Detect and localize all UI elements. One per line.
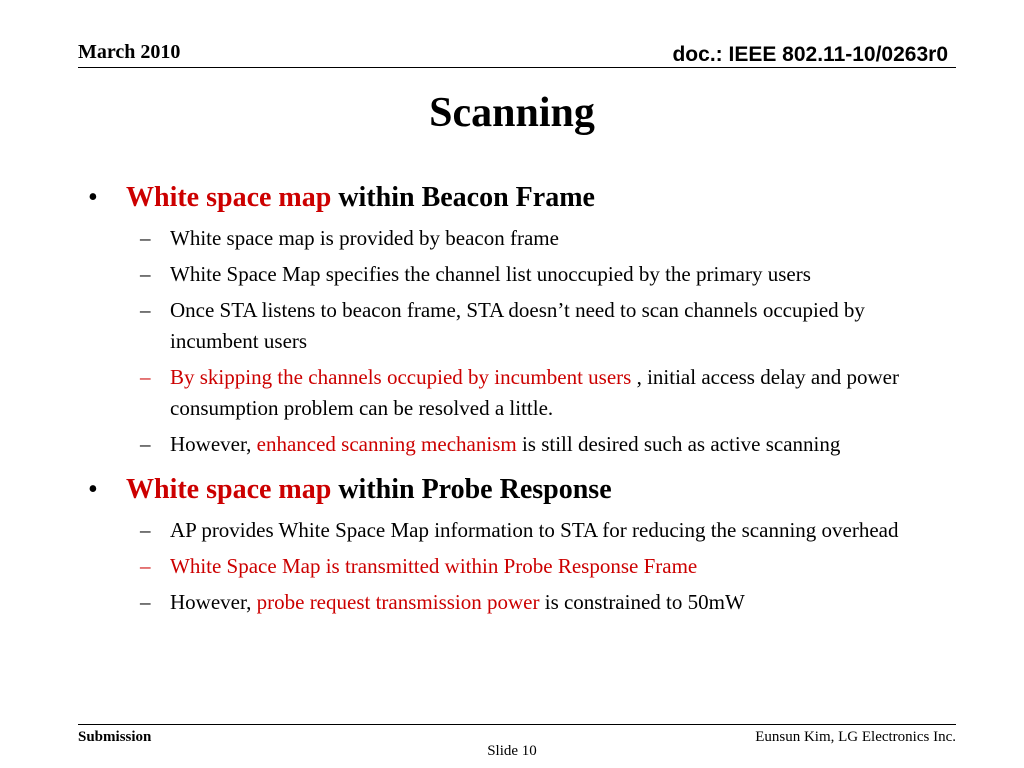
sub-item-red-text: enhanced scanning mechanism: [256, 432, 517, 456]
sub-item: [88, 515, 918, 546]
header-divider: [78, 67, 956, 68]
header-doc-id: doc.: IEEE 802.11-10/0263r0: [672, 43, 948, 66]
slide-title: Scanning: [429, 90, 595, 136]
sub-item: [88, 362, 918, 424]
sub-item: [88, 259, 918, 290]
dash-marker: –: [140, 518, 151, 542]
dash-marker: –: [140, 590, 151, 614]
bullet-red-text: White space map: [126, 182, 332, 213]
sub-item-text: However,: [170, 590, 257, 614]
dash-marker: –: [140, 554, 151, 578]
sub-item-text: is still desired such as active scanning: [516, 432, 841, 456]
bullet-marker: •: [88, 182, 98, 213]
sub-item-text: Once STA listens to beacon frame, STA doesn’t need to scan channels occupied by incumbent users: [170, 298, 865, 353]
bullet-beacon-frame: [88, 178, 918, 218]
sub-item-red-text: By skipping the channels occupied by incumbent users: [170, 365, 632, 389]
dash-marker: –: [140, 226, 151, 250]
bullet-text: within Probe Response: [331, 474, 612, 505]
sub-item-text: White Space Map specifies the channel list unoccupied by the primary users: [170, 262, 811, 286]
footer-divider: [78, 724, 956, 725]
footer-author: Eunsun Kim, LG Electronics Inc.: [755, 729, 956, 745]
sub-item-text: AP provides White Space Map information to STA for reducing the scanning overhead: [170, 518, 899, 542]
slide-body: [88, 178, 918, 618]
slide-number: Slide 10: [487, 743, 537, 759]
sub-item: [88, 429, 918, 460]
dash-marker: –: [140, 298, 151, 322]
bullet-red-text: White space map: [126, 474, 332, 505]
sub-item-text: White space map is provided by beacon frame: [170, 226, 559, 250]
bullet-probe-response: [88, 470, 918, 510]
dash-marker: –: [140, 262, 151, 286]
sub-item-red-text: probe request transmission power: [256, 590, 540, 614]
bullet-marker: •: [88, 474, 98, 505]
sub-item-text: However,: [170, 432, 257, 456]
sub-item: [88, 223, 918, 254]
sub-item-red-text: White Space Map is transmitted within Probe Response Frame: [170, 554, 698, 578]
dash-marker: –: [140, 432, 151, 456]
sub-item: [88, 295, 918, 357]
dash-marker: –: [140, 365, 151, 389]
footer-submission: Submission: [78, 729, 152, 745]
bullet-text: within Beacon Frame: [331, 182, 595, 213]
sub-item: [88, 587, 918, 618]
sub-item-text: is constrained to 50mW: [539, 590, 745, 614]
sub-item-text: , initial access delay and power consumption problem can be resolved a little.: [170, 365, 899, 420]
sub-item: [88, 551, 918, 582]
header-date: March 2010: [78, 41, 181, 63]
